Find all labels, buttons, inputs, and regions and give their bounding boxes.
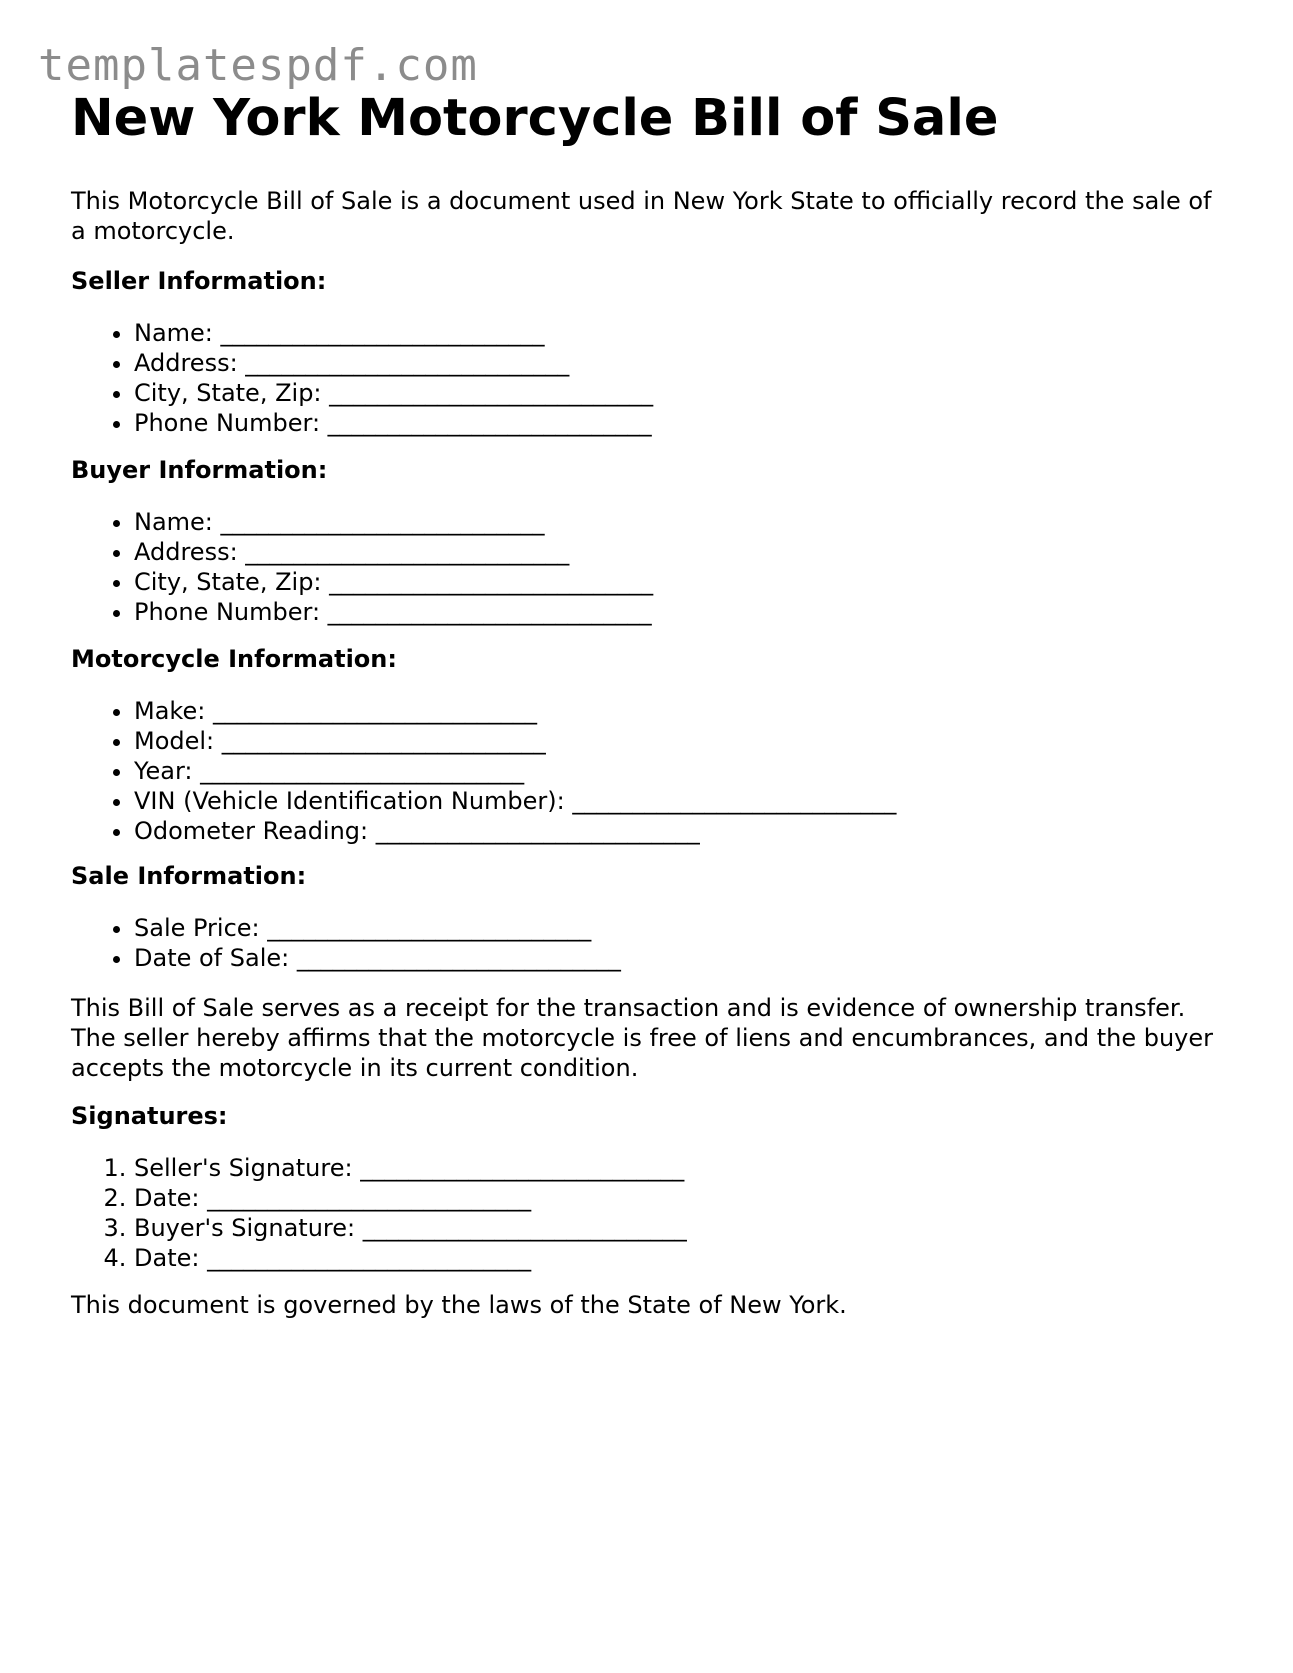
sale-date-field: • Date of Sale: ___________________________ xyxy=(134,943,621,973)
sale-price-field: • Sale Price: ___________________________ xyxy=(134,913,621,943)
signatures-heading: Signatures: xyxy=(71,1102,228,1130)
signature-fields xyxy=(71,1153,687,1273)
buyer-heading: Buyer Information: xyxy=(71,456,328,484)
document-title: New York Motorcycle Bill of Sale xyxy=(71,89,999,148)
buyer-signature-date-field: 4. Date: ___________________________ xyxy=(134,1243,687,1273)
buyer-name-field: • Name: ___________________________ xyxy=(134,507,653,537)
sale-heading: Sale Information: xyxy=(71,862,307,890)
seller-signature-field: 1. Seller's Signature: ___________________________ xyxy=(134,1153,687,1183)
sale-fields xyxy=(71,913,621,973)
motorcycle-make-field: • Make: ___________________________ xyxy=(134,696,896,726)
motorcycle-model-field: • Model: ___________________________ xyxy=(134,726,896,756)
buyer-city-state-zip-field: • City, State, Zip: ___________________________ xyxy=(134,567,653,597)
motorcycle-heading: Motorcycle Information: xyxy=(71,645,397,673)
receipt-paragraph: This Bill of Sale serves as a receipt for the transaction and is evidence of ownership transfer. The seller hereby affirms that the motorcycle is free of liens and encumbrances, and the buyer accepts the motorcycle in its current condition. xyxy=(71,994,1214,1082)
intro-paragraph: This Motorcycle Bill of Sale is a document used in New York State to officially record the sale of a motorcycle. xyxy=(71,187,1212,245)
seller-phone-field: • Phone Number: ___________________________ xyxy=(134,408,653,438)
seller-fields xyxy=(71,318,653,438)
closing-statement: This document is governed by the laws of the State of New York. xyxy=(71,1291,847,1319)
seller-signature-date-field: 2. Date: ___________________________ xyxy=(134,1183,687,1213)
motorcycle-fields xyxy=(71,696,896,846)
buyer-phone-field: • Phone Number: ___________________________ xyxy=(134,597,653,627)
buyer-signature-field: 3. Buyer's Signature: ___________________________ xyxy=(134,1213,687,1243)
buyer-address-field: • Address: ___________________________ xyxy=(134,537,653,567)
seller-name-field: • Name: ___________________________ xyxy=(134,318,653,348)
seller-address-field: • Address: ___________________________ xyxy=(134,348,653,378)
buyer-fields xyxy=(71,507,653,627)
seller-heading: Seller Information: xyxy=(71,267,327,295)
motorcycle-year-field: • Year: ___________________________ xyxy=(134,756,896,786)
seller-city-state-zip-field: • City, State, Zip: ___________________________ xyxy=(134,378,653,408)
motorcycle-vin-field: • VIN (Vehicle Identification Number): ___________________________ xyxy=(134,786,896,816)
motorcycle-odometer-field: • Odometer Reading: ___________________________ xyxy=(134,816,896,846)
watermark: templatespdf.com xyxy=(38,40,478,91)
